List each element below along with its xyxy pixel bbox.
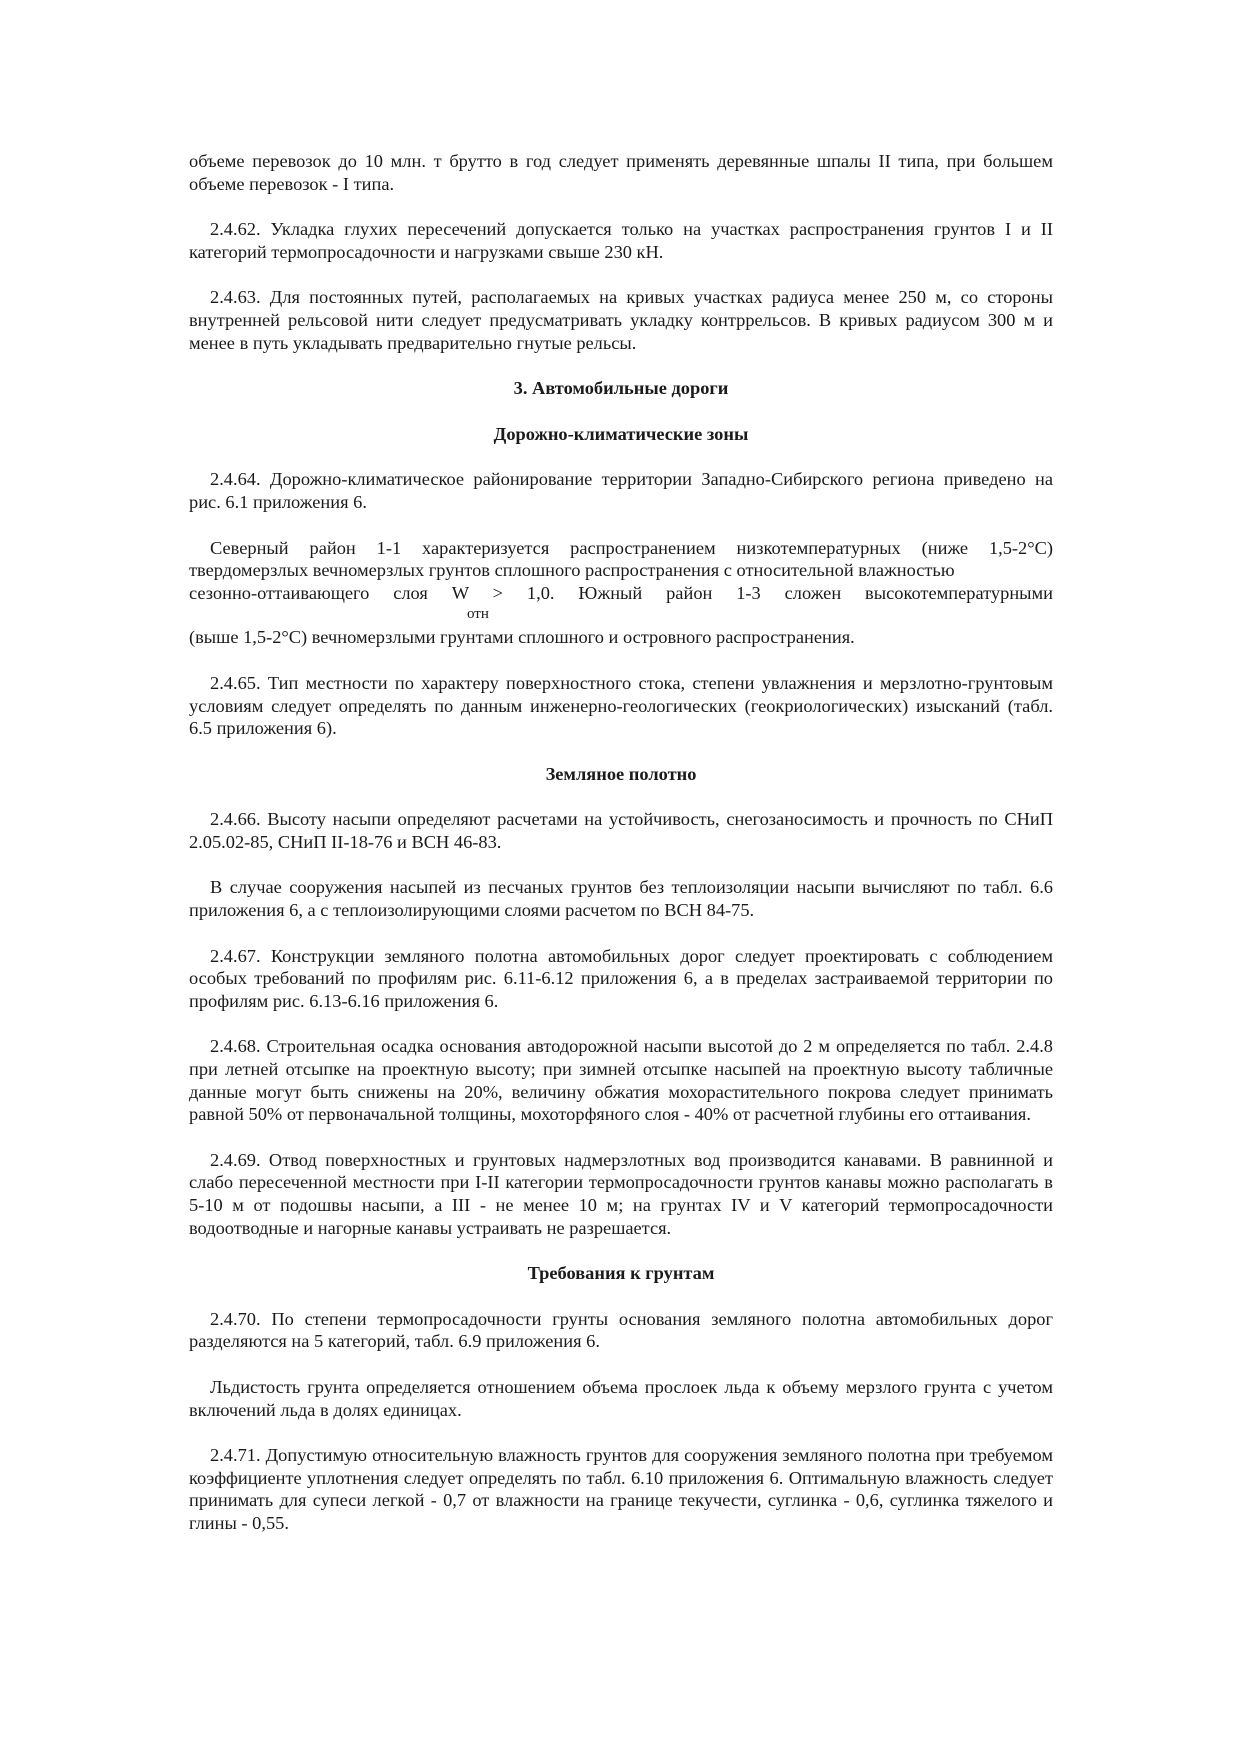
document-page bbox=[189, 150, 1053, 1558]
paragraph-ice-content: Льдистость грунта определяется отношением объема прослоек льда к объему мерзлого грунта с учетом включений льда в долях единицах. bbox=[189, 1376, 1053, 1420]
paragraph-continuation: объеме перевозок до 10 млн. т брутто в год следует применять деревянные шпалы II типа, при большем объеме перевозок - I типа. bbox=[189, 151, 1053, 194]
paragraph-2-4-64: 2.4.64. Дорожно-климатическое районирование территории Западно-Сибирского региона приведено на рис. 6.1 приложения 6. bbox=[189, 469, 1053, 512]
northern-region-line-w: сезонно-оттаивающего слоя W > 1,0. Южный район 1-3 сложен высокотемпературными bbox=[189, 582, 1053, 603]
northern-region-lines: Северный район 1-1 характеризуется распространением низкотемпературных (ниже 1,5-2°С) твердомерзлых вечномерзлых грунтов сплошного распространения с относительной влажностью bbox=[189, 537, 1053, 581]
paragraph-sand-embankments: В случае сооружения насыпей из песчаных грунтов без теплоизоляции насыпи вычисляют по табл. 6.6 приложения 6, а с теплоизолирующими слоями расчетом по ВСН 84-75. bbox=[189, 877, 1053, 921]
northern-region-tail: (выше 1,5-2°С) вечномерзлыми грунтами сплошного и островного распространения. bbox=[189, 627, 855, 648]
paragraph-2-4-70: 2.4.70. По степени термопросадочности грунты основания земляного полотна автомобильных дорог разделяются на 5 категорий, табл. 6.9 приложения 6. bbox=[189, 1308, 1053, 1352]
paragraph-2-4-65: 2.4.65. Тип местности по характеру поверхностного стока, степени увлажнения и мерзлотно-грунтовым условиям следует определять по данным инженерно-геологических (геокриологических) изысканий (табл. 6.5 приложения 6). bbox=[189, 672, 1053, 739]
paragraph-2-4-66: 2.4.66. Высоту насыпи определяют расчетами на устойчивость, снегозаносимость и прочность по СНиП 2.05.02-85, СНиП II-18-76 и ВСН 46-83. bbox=[189, 809, 1053, 852]
paragraph-2-4-68: 2.4.68. Строительная осадка основания автодорожной насыпи высотой до 2 м определяется по табл. 2.4.8 при летней отсыпке на проектную высоту; при зимней отсыпке насыпей на проектную высоту табличные данные могут быть снижены на 20%, величину обжатия мохорастительного покрова следует принимать равной 50% от первоначальной толщины, мохоторфяного слоя - 40% от расчетной глубины его оттаивания. bbox=[189, 1036, 1053, 1125]
paragraph-2-4-67: 2.4.67. Конструкции земляного полотна автомобильных дорог следует проектировать с соблюдением особых требований по профилям рис. 6.11-6.12 приложения 6, а в пределах застраиваемой территории по профилям рис. 6.13-6.16 приложения 6. bbox=[189, 945, 1053, 1011]
subheading-climatic-zones: Дорожно-климатические зоны bbox=[493, 423, 749, 444]
paragraph-northern-region bbox=[189, 537, 1053, 649]
section-heading-roads: 3. Автомобильные дороги bbox=[513, 378, 729, 399]
paragraph-2-4-62: 2.4.62. Укладка глухих пересечений допускается только на участках распространения грунтов I и II категорий термопросадочности и нагрузками свыше 230 кН. bbox=[189, 219, 1053, 262]
paragraph-2-4-69: 2.4.69. Отвод поверхностных и грунтовых надмерзлотных вод производится канавами. В равнинной и слабо пересеченной местности при I-II категории термопросадочности грунтов канавы можно располагать в 5-10 м от подошвы насыпи, а III - не менее 10 м; на грунтах IV и V категорий термопросадочности водоотводные и нагорные канавы устраивать не разрешается. bbox=[189, 1149, 1053, 1238]
subheading-earth-bed: Земляное полотно bbox=[545, 763, 697, 784]
subheading-soil-requirements: Требования к грунтам bbox=[527, 1263, 715, 1284]
paragraph-2-4-63: 2.4.63. Для постоянных путей, располагаемых на кривых участках радиуса менее 250 м, со стороны внутренней рельсовой нити следует предусматривать укладку контррельсов. В кривых радиусом 300 м и менее в путь укладывать предварительно гнутые рельсы. bbox=[189, 287, 1053, 353]
paragraph-2-4-71: 2.4.71. Допустимую относительную влажность грунтов для сооружения земляного полотна при требуемом коэффициенте уплотнения следует определять по табл. 6.10 приложения 6. Оптимальную влажность следует принимать для супеси легкой - 0,7 от влажности на границе текучести, суглинка - 0,6, суглинка тяжелого и глины - 0,55. bbox=[189, 1445, 1053, 1533]
subscript-otn: отн bbox=[467, 606, 489, 623]
